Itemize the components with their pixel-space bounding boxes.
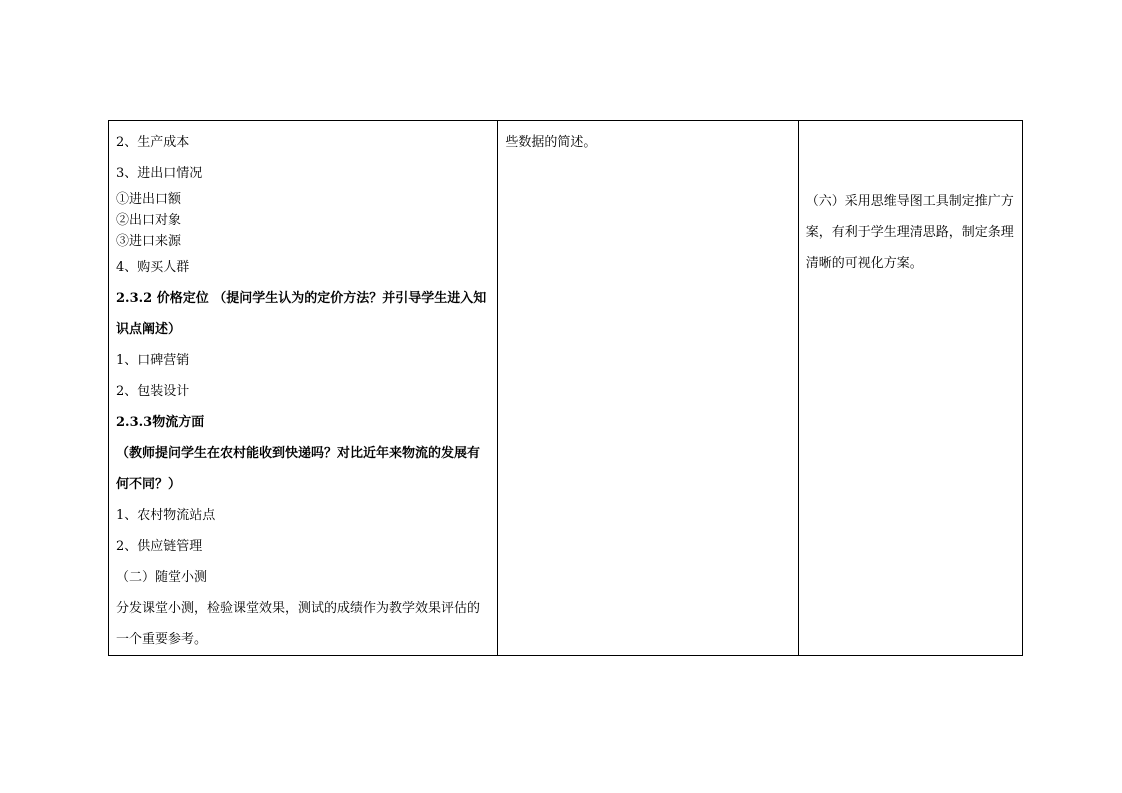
notes-cell: [798, 121, 1022, 656]
list-item: ①进出口额: [116, 192, 182, 207]
section-heading: 2.3.2 价格定位 （提问学生认为的定价方法？并引导学生进入知识点阐述）: [116, 291, 487, 337]
section-heading: 2.3.3物流方面: [116, 415, 205, 430]
table-row: [109, 121, 1023, 656]
list-item: 1、口碑营销: [116, 353, 190, 368]
paragraph: 些数据的简述。: [505, 135, 597, 150]
section-title: （二）随堂小测: [116, 570, 208, 585]
paragraph: 分发课堂小测，检验课堂效果，测试的成绩作为教学效果评估的一个重要参考。: [116, 601, 481, 647]
content-cell: [109, 121, 498, 656]
list-item: 2、包装设计: [116, 384, 190, 399]
list-item: 2、供应链管理: [116, 539, 203, 554]
activity-cell: [498, 121, 798, 656]
list-item: 3、进出口情况: [116, 166, 203, 181]
paragraph: （六）采用思维导图工具制定推广方案，有利于学生理清思路，制定条理清晰的可视化方案。: [805, 194, 1014, 271]
lesson-plan-table: [108, 120, 1023, 656]
list-item: 1、农村物流站点: [116, 508, 216, 523]
list-item: 2、生产成本: [116, 135, 190, 150]
section-question: （教师提问学生在农村能收到快递吗？对比近年来物流的发展有何不同？）: [116, 446, 481, 492]
list-item: 4、购买人群: [116, 260, 190, 275]
list-item: ②出口对象: [116, 213, 182, 228]
list-item: ③进口来源: [116, 234, 182, 249]
